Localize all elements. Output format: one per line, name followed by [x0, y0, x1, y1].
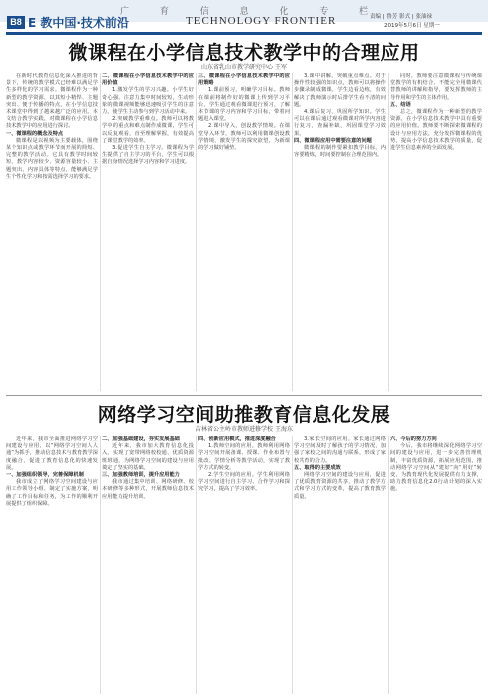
issue-date: 2019年5月6日 星期一: [384, 23, 440, 29]
section-english-title: TECHNOLOGY FRONTIER: [186, 15, 337, 27]
paragraph: 近年来，我市加大教育信息化投入，实现了宽带网络校校通、优质资源班班通，为网络学习空间的建设与应用奠定了坚实的基础。: [102, 443, 194, 471]
paragraph: 今后，我市将继续深化网络学习空间的建设与应用，进一步完善管理机制，丰富优质资源，拓展应用范围，推动网络学习空间从“建好”向“用好”转变，为教育现代化发展提供有力支撑，助力教育信息化2.0行动计划的深入实施。: [390, 443, 482, 493]
paragraph: 微课程的制作要紧扣教学目标，内容要精炼，时间要控制在合理范围内。: [294, 145, 386, 159]
article-1-column-1: [6, 73, 98, 391]
column-divider: [292, 73, 293, 391]
paragraph: 3.家长空间的应用。家长通过网络学习空间及时了解孩子的学习情况，加强了家校之间的沟通与联系，形成了家校共育的合力。: [294, 436, 386, 464]
editors-credit: 责编 | 鲁芳 影式 | 张油禄: [370, 14, 432, 20]
paragraph: 我市成立了网络学习空间建设与应用工作领导小组，制定了实施方案，明确了工作目标和任务，为工作的顺利开展提供了组织保障。: [6, 479, 98, 507]
article-2-author: 吉林省公主岭市教师进修学校 王海东: [195, 426, 293, 433]
paragraph: 总之，微课程作为一种新型的教学资源，在小学信息技术教学中具有重要的应用价值。教师要不断探索微课程的设计与应用方法，充分发挥微课程的优势，提高小学信息技术教学的质量，促进学生信息素养的全面发展。: [390, 109, 482, 152]
article-2-column-3: [198, 436, 290, 694]
paragraph: 1.教师空间的应用。教师利用网络学习空间开展备课、授课、作业布置与批改、学情分析等教学活动，实现了教学方式的转变。: [198, 443, 290, 471]
paragraph: 我市通过集中培训、网络研修、校本研修等多种形式，开展教师信息技术应用能力提升培训。: [102, 479, 194, 500]
subheading: 四、微课程应用中需要注意的问题: [294, 137, 372, 144]
paragraph: 在新时代教育信息化深入推进的背景下，传统的教学模式已经难以满足学生多样化的学习需求。微课程作为一种新型的教学资源，以其短小精悍、主题突出、便于传播的特点，在小学信息技术课堂中得到了越来越广泛的应用。本文结合教学实践，对微课程在小学信息技术教学中的应用进行探讨。: [6, 73, 98, 130]
article-1-title: 微课程在小学信息技术教学中的合理应用: [68, 42, 420, 64]
paragraph: 2.学生空间的应用。学生利用网络学习空间进行自主学习、合作学习和探究学习，提高了学习效率。: [198, 472, 290, 493]
subheading: 三、微课程在小学信息技术教学中的应用策略: [198, 73, 290, 87]
article-1-column-2: [102, 73, 194, 391]
subheading: 五、结语: [390, 101, 411, 108]
article-2-title: 网络学习空间助推教育信息化发展: [97, 404, 391, 426]
subheading: 二、微课程在小学信息技术教学中的应用价值: [102, 73, 194, 87]
subheading: 四、创新应用模式，推进深度融合: [198, 436, 276, 442]
column-divider: [292, 436, 293, 694]
article-1-author: 山东省乳山市教学研究中心 王军: [201, 64, 287, 71]
paragraph: 同时，教师要注意微课程与传统课堂教学的有机结合，不能完全用微课代替教师的讲解和指导，要发挥教师的主导作用和学生的主体作用。: [390, 73, 482, 101]
header-rule: [6, 32, 482, 35]
article-2-column-1: [6, 436, 98, 694]
paragraph: 3.促进学生自主学习。微课程为学生提供了自主学习的平台，学生可以根据自身情况选择学习内容和学习进度。: [102, 145, 194, 166]
page-number-badge: B8: [7, 16, 25, 29]
paragraph: 3.课中讲解，突破重点难点。对于操作性较强的知识点，教师可以将操作步骤录制成微课，学生边看边练，有效解决了教师演示时后排学生看不清的问题。: [294, 73, 386, 108]
paragraph: 2.突破教学重难点。教师可以将教学中的重点和难点制作成微课，学生可以反复观看，直至理解掌握，有效提高了课堂教学的效率。: [102, 116, 194, 144]
paragraph: 网络学习空间的建设与应用，促进了优质教育资源的共享，推动了教学方式和学习方式的变革，提高了教育教学质量。: [294, 472, 386, 500]
paragraph: 近年来，我市全面推进网络学习空间建设与应用，以“网络学习空间人人通”为抓手，推动信息技术与教育教学深度融合，促进了教育信息化的快速发展。: [6, 436, 98, 471]
subheading: 一、微课程的概念及特点: [6, 130, 64, 137]
column-divider: [196, 73, 197, 391]
subheading: 一、加强组织领导，完善保障机制: [6, 472, 84, 479]
column-divider: [100, 73, 101, 391]
paragraph: 4.课后复习，巩固所学知识。学生可以在课后通过观看微课对所学内容进行复习，查漏补缺，巩固课堂学习效果。: [294, 109, 386, 137]
header-motto: 广 育 信 息 化 专 栏: [120, 7, 383, 17]
subheading: 六、今后的努力方向: [390, 436, 437, 442]
paragraph: 1.课前预习，明确学习目标。教师在课前将制作好的微课上传到学习平台，学生通过观看微课进行预习，了解本节课的学习内容和学习目标，带着问题进入课堂。: [198, 87, 290, 123]
article-separator: [6, 395, 482, 396]
article-2-column-5: [390, 436, 482, 694]
article-2-column-2: [102, 436, 194, 694]
subheading: 三、加强教师培训，提升应用能力: [102, 472, 180, 479]
column-divider: [100, 436, 101, 694]
subheading: 五、取得的主要成效: [294, 464, 341, 471]
column-divider: [388, 73, 389, 391]
column-divider: [196, 436, 197, 694]
section-title: E 教中国·技术前沿: [28, 16, 129, 30]
article-1-column-5: [390, 73, 482, 391]
paragraph: 1.激发学生的学习兴趣。小学生好奇心强，注意力集中时间较短，生动形象的微课视频能够迅速吸引学生的注意力，使学生主动参与到学习活动中来。: [102, 87, 194, 116]
paragraph: 微课程是以视频为主要载体，围绕某个知识点或教学环节而开展的简短、完整的教学活动。它具有教学时间较短、教学内容较少、资源容量较小、主题突出、内容具体等特点，能够满足学生个性化学习和按需选择学习的要求。: [6, 137, 98, 180]
paragraph: 2.课中导入，创设教学情境。在课堂导入环节，教师可以利用微课创设教学情境，激发学生的探究欲望，为新课的学习做好铺垫。: [198, 123, 290, 152]
article-1-column-3: [198, 73, 290, 391]
column-divider: [388, 436, 389, 694]
article-1-column-4: [294, 73, 386, 391]
article-2-column-4: [294, 436, 386, 694]
subheading: 二、加强基础建设，夯实发展基础: [102, 436, 180, 442]
